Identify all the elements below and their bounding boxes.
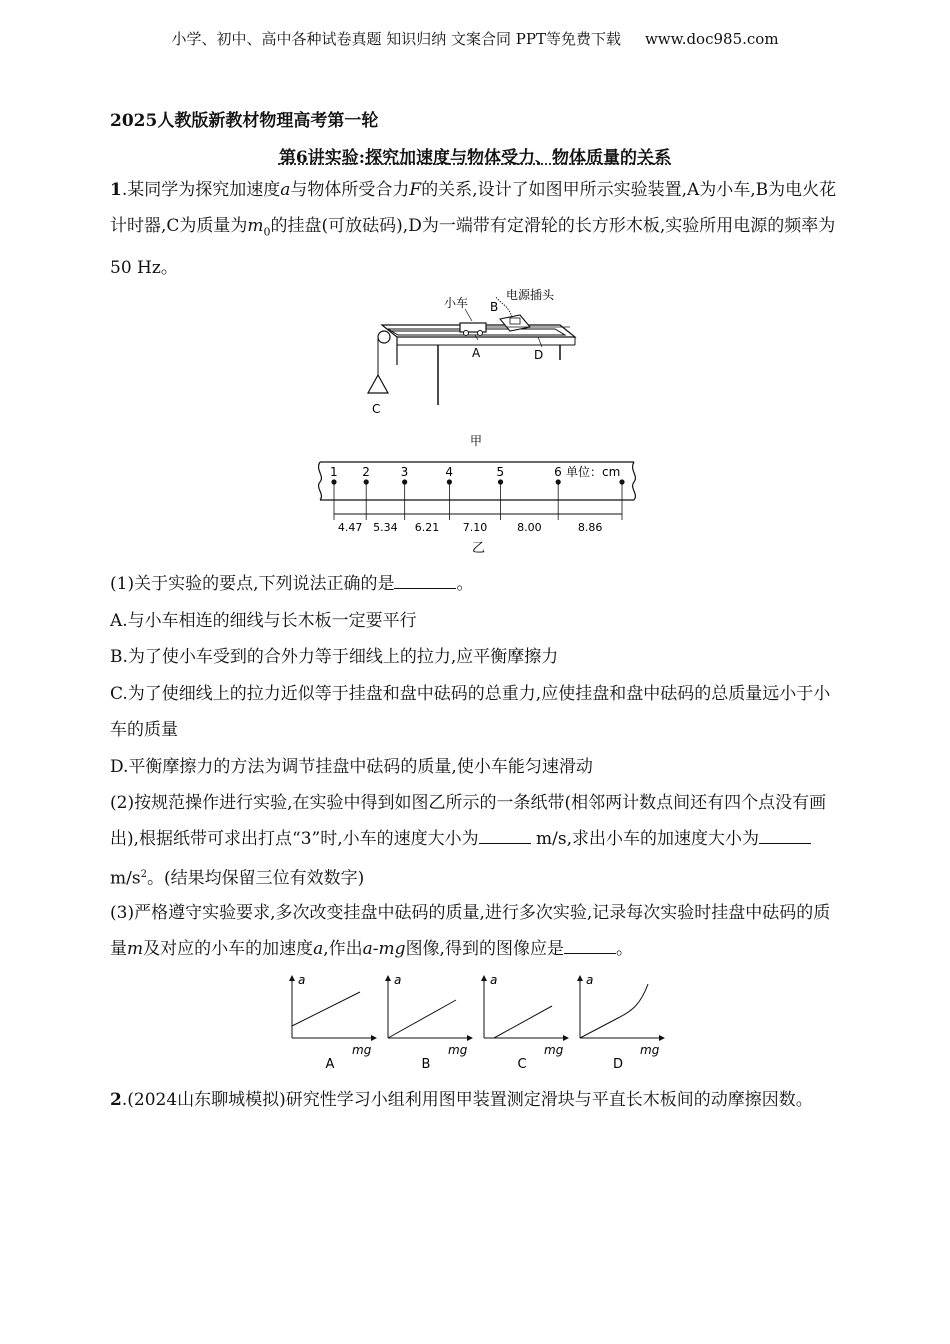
graph-option-a	[292, 973, 376, 1070]
option-d: D.平衡摩擦力的方法为调节挂盘中砝码的质量,使小车能匀速滑动	[110, 757, 593, 777]
graph-option-d	[580, 973, 664, 1070]
label-c: C	[372, 402, 381, 416]
tape-segment-label: 8.00	[517, 521, 542, 534]
page-header	[0, 28, 950, 49]
graph-name: C	[517, 1057, 527, 1070]
tape-segment-label: 7.10	[462, 521, 488, 534]
caption-jia: 甲	[470, 434, 483, 448]
graph-y-label: a	[586, 973, 594, 987]
header-site[interactable]: www.doc985.com	[644, 30, 779, 48]
tape-point-label: 5	[496, 465, 505, 479]
graph-option-c	[484, 973, 568, 1070]
tape-unit: 单位：cm	[566, 465, 621, 479]
lesson-title: 第6讲实验:探究加速度与物体受力、物体质量的关系	[278, 148, 672, 168]
tape-dot	[447, 479, 452, 484]
tape-dot	[364, 479, 369, 484]
tape-dot	[556, 479, 561, 484]
tape-point-label: 2	[362, 465, 370, 479]
tape-segment-label: 6.21	[414, 521, 440, 534]
graph-y-label: a	[394, 973, 402, 987]
tape-dot	[619, 479, 624, 484]
question-1-stem: 1.某同学为探究加速度a与物体所受合力F的关系,设计了如图甲所示实验装置,A为小车,B为电火花计时器,C为质量为$m_0$的挂盘(可放砝码),D为一端带有定滑轮的长方形木板,实验所用电源的频率为50 Hz。	[110, 180, 837, 279]
part-1-prompt: (1)关于实验的要点,下列说法正确的是 。	[110, 574, 474, 594]
tape-point-label: 6	[554, 465, 562, 479]
caption-yi: 乙	[472, 541, 486, 556]
answer-blank-2a[interactable]	[479, 827, 531, 844]
tape-dot	[331, 479, 336, 484]
graph-name: B	[421, 1057, 431, 1070]
option-b: B.为了使小车受到的合外力等于细线上的拉力,应平衡摩擦力	[110, 647, 559, 667]
graph-x-label: mg	[544, 1043, 564, 1057]
figure-tape	[312, 456, 642, 558]
option-c: C.为了使细线上的拉力近似等于挂盘和盘中砝码的总重力,应使挂盘和盘中砝码的总质量远小于小车的质量	[110, 684, 831, 740]
option-graphs	[280, 970, 675, 1070]
graph-x-label: mg	[352, 1043, 372, 1057]
graph-y-label: a	[298, 973, 306, 987]
tape-dot	[498, 479, 503, 484]
document-title: 2025人教版新教材物理高考第一轮	[110, 111, 379, 131]
graph-y-label: a	[490, 973, 498, 987]
graph-curve	[494, 1006, 552, 1038]
tape-point-label: 1	[330, 465, 338, 479]
figure-apparatus	[360, 285, 590, 450]
question-2: 2.(2024山东聊城模拟)研究性学习小组利用图甲装置测定滑块与平直长木板间的动摩擦因数。	[110, 1090, 813, 1110]
graph-x-label: mg	[640, 1043, 660, 1057]
graph-curve	[388, 1000, 456, 1038]
answer-blank-2b[interactable]	[759, 827, 811, 844]
lesson-prefix: 第6讲实验	[278, 148, 359, 168]
tape-segment-label: 4.47	[337, 521, 363, 534]
answer-blank-3[interactable]	[564, 937, 616, 954]
graph-curve	[292, 992, 360, 1026]
lesson-main: 探究加速度与物体受力、物体质量的关系	[365, 148, 672, 168]
tape-point-label: 4	[445, 465, 454, 479]
tape-segment-label: 8.86	[577, 521, 603, 534]
plug-label: 电源插头	[506, 288, 555, 302]
label-b: B	[490, 300, 499, 314]
graph-option-b	[388, 973, 472, 1070]
part-3-prompt: (3)严格遵守实验要求,多次改变挂盘中砝码的质量,进行多次实验,记录每次实验时挂盘中砝码的质量m及对应的小车的加速度a,作出a-mg图像,得到的图像应是 。	[110, 903, 831, 959]
option-a: A.与小车相连的细线与长木板一定要平行	[110, 611, 417, 631]
car-label: 小车	[444, 296, 469, 310]
answer-blank-1[interactable]	[394, 572, 456, 589]
label-d: D	[534, 348, 544, 362]
tape-segment-label: 5.34	[373, 521, 398, 534]
header-text: 小学、初中、高中各种试卷真题 知识归纳 文案合同 PPT等免费下载	[171, 30, 621, 48]
part-2-prompt: (2)按规范操作进行实验,在实验中得到如图乙所示的一条纸带(相邻两计数点间还有四个点没有画出),根据纸带可求出打点“3”时,小车的速度大小为 m/s,求出小车的加速度大小为 $m/s^2$。(结果均保留三位有效数字)	[110, 793, 827, 889]
label-a: A	[472, 346, 481, 360]
graph-name: D	[612, 1057, 624, 1070]
tape-dot	[402, 479, 407, 484]
graph-name: A	[325, 1057, 335, 1070]
tape-point-label: 3	[400, 465, 409, 479]
graph-curve	[580, 984, 648, 1038]
graph-x-label: mg	[448, 1043, 468, 1057]
